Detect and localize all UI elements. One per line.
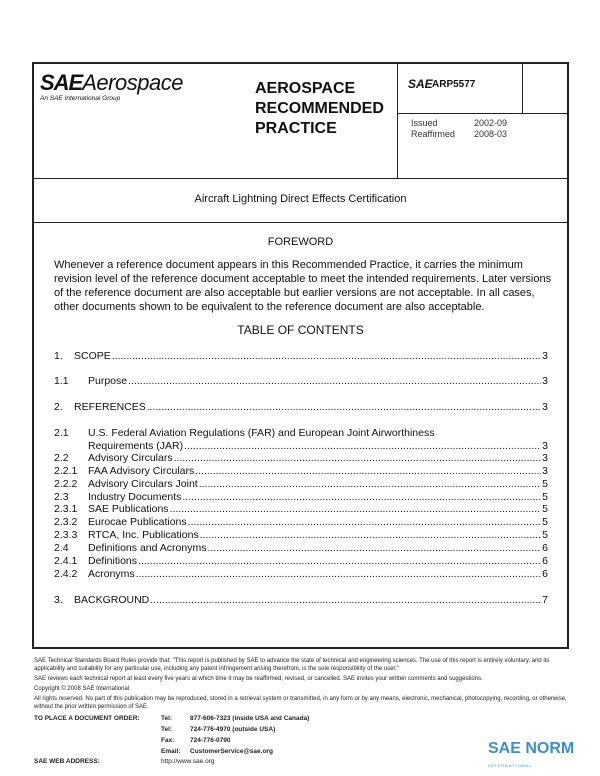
toc-entry[interactable] [54, 350, 548, 362]
toc-number: 2.2.2 [54, 478, 78, 490]
toc-title: Advisory Circulars Joint [88, 478, 198, 490]
toc-leader [184, 440, 541, 452]
web-address-link[interactable]: http://www.sae.org [161, 758, 215, 765]
toc-title: BACKGROUND [74, 594, 150, 606]
toc-entry[interactable] [54, 401, 548, 413]
publication-type [255, 79, 384, 139]
toc-page: 3 [542, 401, 548, 413]
toc-number: 2.2 [54, 452, 69, 464]
toc-leader [147, 401, 541, 413]
toc-page: 5 [542, 516, 548, 528]
toc-page: 3 [542, 452, 548, 464]
copyright-text: Copyright © 2008 SAE International [34, 686, 130, 692]
toc-title: Definitions [88, 555, 138, 567]
logo-brand: SAE [40, 70, 83, 95]
review-text: SAE reviews each technical report at least every five years at which time it may be reaffirmed, revised, or cancelled. SAE invites your written comments and suggestions. [34, 676, 483, 682]
toc-entry[interactable] [54, 542, 548, 554]
divider [32, 178, 569, 179]
toc-page: 6 [542, 555, 548, 567]
logo-word: Aerospace [82, 70, 183, 95]
contact-value: 724-776-0790 [190, 737, 231, 744]
toc-number: 2.4.2 [54, 568, 78, 580]
document-number: ARP5577 [432, 79, 476, 90]
toc-leader [112, 350, 541, 362]
toc-entry[interactable] [54, 594, 548, 606]
toc-title: RTCA, Inc. Publications [88, 529, 199, 541]
sae-mark: SAE [408, 77, 433, 91]
toc-leader [200, 529, 541, 541]
toc-title: Acronyms [88, 568, 135, 580]
toc-entry[interactable] [54, 452, 548, 464]
toc-page: 3 [542, 375, 548, 387]
title-line: AEROSPACE [255, 80, 356, 97]
toc-page: 5 [542, 491, 548, 503]
toc-leader [170, 503, 542, 515]
toc-entry[interactable] [54, 427, 548, 439]
title-line: PRACTICE [255, 120, 337, 137]
toc-leader [188, 516, 542, 528]
toc-entry[interactable] [54, 555, 548, 567]
watermark-subtitle: INTERNATIONAL [488, 763, 533, 768]
toc-page: 3 [542, 350, 548, 362]
toc-entry[interactable] [54, 529, 548, 541]
sae-aerospace-logo [40, 70, 183, 96]
toc-title: Purpose [88, 375, 128, 387]
toc-title: FAA Advisory Circulars [88, 465, 195, 477]
toc-entry[interactable] [54, 503, 548, 515]
contact-label: Tel: [161, 715, 173, 722]
order-label: TO PLACE A DOCUMENT ORDER: [34, 715, 140, 722]
toc-number: 2.3.1 [54, 503, 78, 515]
toc-page: 6 [542, 568, 548, 580]
toc-title: SCOPE [74, 350, 111, 362]
toc-title: Eurocae Publications [88, 516, 187, 528]
toc-leader [207, 542, 541, 554]
toc-leader [174, 452, 542, 464]
contact-value: 724-776-4970 (outside USA) [190, 726, 276, 733]
rules-text: SAE Technical Standards Board Rules provide that: "This report is published by SAE to advance the state of technical and engineering sciences. The use of this report is entirely voluntary, and its applicability and suitability for any particular use, including any patent infringement arising therefrom, is the sole responsibility of the user." [34, 658, 550, 672]
toc-page: 5 [542, 503, 548, 515]
toc-number: 2.3.2 [54, 516, 78, 528]
divider [522, 62, 523, 113]
contact-label: Email: [161, 748, 181, 755]
toc-leader [128, 375, 541, 387]
toc-number: 2.1 [54, 427, 69, 439]
toc-leader [136, 568, 541, 580]
toc-entry[interactable] [54, 465, 548, 477]
toc-number: 1. [54, 350, 63, 362]
toc-entry[interactable] [54, 491, 548, 503]
toc-title: Requirements (JAR) [88, 440, 184, 452]
divider [397, 62, 398, 178]
toc-page: 7 [542, 594, 548, 606]
toc-leader [138, 555, 541, 567]
toc-title: Industry Documents [88, 491, 182, 503]
contact-value: 877-606-7323 (inside USA and Canada) [190, 715, 310, 722]
issued-value: 2002-09 [474, 118, 508, 128]
toc-title: REFERENCES [74, 401, 146, 413]
toc-page: 3 [542, 440, 548, 452]
toc-number: 2.3.3 [54, 529, 78, 541]
toc-number: 2.3 [54, 491, 69, 503]
foreword-heading: FOREWORD [267, 236, 334, 248]
reaffirmed-value: 2008-03 [474, 129, 508, 139]
logo-subtitle: An SAE International Group [40, 95, 121, 102]
toc-leader [195, 465, 541, 477]
contact-label: Fax: [161, 737, 175, 744]
toc-number: 2. [54, 401, 63, 413]
divider [32, 222, 569, 223]
divider [397, 113, 569, 114]
toc-number: 1.1 [54, 375, 69, 387]
toc-number: 2.4 [54, 542, 69, 554]
toc-page: 3 [542, 465, 548, 477]
toc-title: SAE Publications [88, 503, 169, 515]
toc-entry[interactable] [54, 478, 548, 490]
sae-norm-watermark: SAE NORM [488, 740, 575, 757]
toc-number: 2.4.1 [54, 555, 78, 567]
foreword-text: Whenever a reference document appears in this Recommended Practice, it carries the minimum revision level of the reference document acceptable to meet the intended requirements. Later versions of the reference document are also acceptable but earlier versions are not acceptable. In all cases, other documents shown to be equivalent to the reference document are also acceptable. [54, 259, 552, 313]
document-title: Aircraft Lightning Direct Effects Certification [194, 193, 407, 205]
toc-leader [199, 478, 541, 490]
toc-title: Advisory Circulars [88, 452, 173, 464]
toc-page: 5 [542, 478, 548, 490]
toc-entry[interactable] [88, 440, 548, 452]
toc-page: 6 [542, 542, 548, 554]
toc-entry[interactable] [54, 568, 548, 580]
toc-title: Definitions and Acronyms [88, 542, 207, 554]
toc-entry[interactable] [54, 516, 548, 528]
toc-number: 3. [54, 594, 63, 606]
toc-leader [150, 594, 541, 606]
title-line: RECOMMENDED [255, 100, 384, 117]
toc-title: U.S. Federal Aviation Regulations (FAR) and European Joint Airworthiness [88, 427, 435, 439]
toc-number: 2.2.1 [54, 465, 78, 477]
rights-text: All rights reserved. No part of this publication may be reproduced, stored in a retrieval system or transmitted, in any form or by any means, electronic, mechanical, photocopying, recording, or otherwise, without the prior written permission of SAE. [34, 696, 567, 710]
toc-page: 5 [542, 529, 548, 541]
toc-leader [182, 491, 541, 503]
toc-heading: TABLE OF CONTENTS [237, 323, 364, 337]
toc-entry[interactable] [54, 375, 548, 387]
contact-label: Tel: [161, 726, 173, 733]
issued-label: Issued [411, 118, 438, 128]
web-label: SAE WEB ADDRESS: [34, 758, 100, 765]
contact-value[interactable]: CustomerService@sae.org [190, 748, 273, 755]
reaffirmed-label: Reaffirmed [411, 129, 455, 139]
